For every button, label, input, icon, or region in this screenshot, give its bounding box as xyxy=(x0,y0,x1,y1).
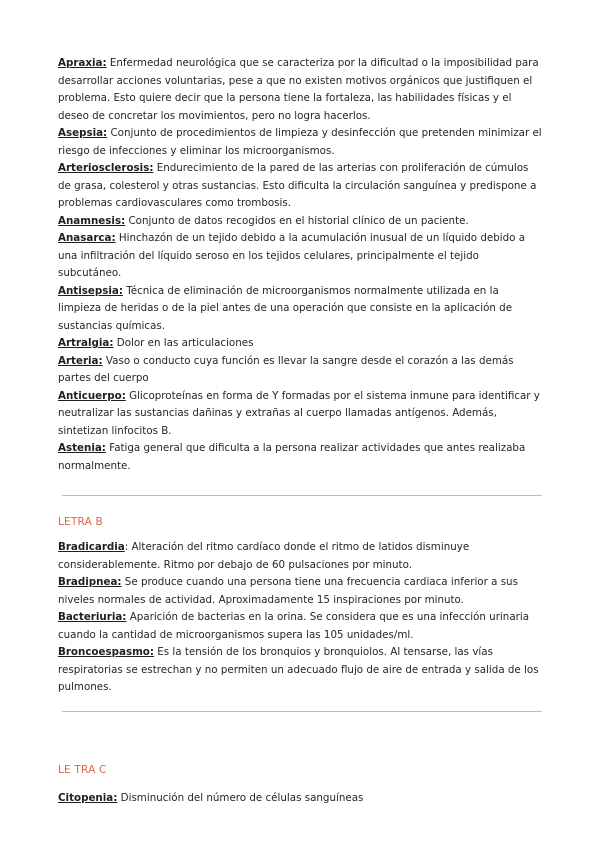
entry-broncoespasmo xyxy=(58,644,544,697)
term-anamnesis: Anamnesis: xyxy=(58,214,126,227)
term-antisepsia: Antisepsia: xyxy=(58,284,123,297)
document-page xyxy=(58,55,544,807)
entry-citopenia xyxy=(58,790,544,808)
definition-anasarca: Hinchazón de un tejido debido a la acumulación inusual de un líquido debido a una infiltración del líquido seroso en los tejidos celulares, principalmente el tejido subcutáneo. xyxy=(58,232,526,279)
definition-astenia: Fatiga general que dificulta a la persona realizar actividades que antes realizaba normalmente. xyxy=(58,442,526,472)
entry-anasarca xyxy=(58,230,544,283)
term-bradipnea: Bradipnea: xyxy=(58,576,122,588)
term-anticuerpo: Anticuerpo: xyxy=(58,389,126,402)
entry-asepsia xyxy=(58,125,544,160)
entry-arteria xyxy=(58,353,544,388)
entry-anamnesis xyxy=(58,213,544,231)
entry-bradicardia xyxy=(58,539,544,574)
definition-arteria: Vaso o conducto cuya función es llevar la sangre desde el corazón a las demás partes del cuerpo xyxy=(58,354,514,384)
definition-apraxia: Enfermedad neurológica que se caracteriza por la dificultad o la imposibilidad para desarrollar acciones voluntarias, pese a que no existen motivos orgánicos que justifiquen el problema. Esto quiere decir que la persona tiene la fortaleza, las habilidades físicas y el deseo de concretar los movimientos, pero no logra hacerlos. xyxy=(58,57,539,122)
definition-artralgia: Dolor en las articulaciones xyxy=(113,337,254,349)
entry-artralgia xyxy=(58,335,544,353)
section-heading-letra-b: LETRA B xyxy=(58,516,103,528)
entry-bacteriuria xyxy=(58,609,544,644)
term-bradicardia: Bradicardia xyxy=(58,541,125,553)
section-heading-letra-c: LE TRA C xyxy=(58,763,107,776)
definition-asepsia: Conjunto de procedimientos de limpieza y desinfección que pretenden minimizar el riesgo de infecciones y eliminar los microorganismos. xyxy=(58,127,542,157)
term-astenia: Astenia: xyxy=(58,442,106,454)
definition-anticuerpo: Glicoproteínas en forma de Y formadas por el sistema inmune para identificar y neutralizar las sustancias dañinas y extrañas al cuerpo llamadas antígenos. Además, sintetizan linfocitos B. xyxy=(58,389,540,437)
term-anasarca: Anasarca: xyxy=(58,232,116,244)
section-divider xyxy=(62,495,542,496)
term-arteria: Arteria: xyxy=(58,354,103,367)
definition-broncoespasmo: Es la tensión de los bronquios y bronquiolos. Al tensarse, las vías respiratorias se estrechan y no permiten un adecuado flujo de aire de entrada y salida de los pulmones. xyxy=(58,646,539,693)
definition-bacteriuria: Aparición de bacterias en la orina. Se considera que es una infección urinaria cuando la cantidad de microorganismos supera las 105 unidades/ml. xyxy=(58,611,530,641)
term-broncoespasmo: Broncoespasmo: xyxy=(58,646,154,658)
definition-arteriosclerosis: Endurecimiento de la pared de las arterias con proliferación de cúmulos de grasa, colesterol y otras sustancias. Esto dificulta la circulación sanguínea y predispone a problemas cardiovasculares como trombosis. xyxy=(58,162,537,209)
entry-bradipnea xyxy=(58,574,544,609)
section-divider xyxy=(62,711,542,712)
section-letra-a xyxy=(58,55,544,475)
entry-apraxia xyxy=(58,55,544,125)
definition-antisepsia: Técnica de eliminación de microorganismos normalmente utilizada en la limpieza de heridas o de la piel antes de una operación que consiste en la aplicación de sustancias químicas. xyxy=(58,284,513,332)
definition-anamnesis: Conjunto de datos recogidos en el historial clínico de un paciente. xyxy=(125,214,469,227)
term-citopenia: Citopenia: xyxy=(58,791,118,804)
entry-arteriosclerosis xyxy=(58,160,544,213)
entry-anticuerpo xyxy=(58,388,544,441)
entry-astenia xyxy=(58,440,544,475)
term-artralgia: Artralgia: xyxy=(58,337,114,349)
entry-antisepsia xyxy=(58,283,544,336)
definition-citopenia: Disminución del número de células sanguíneas xyxy=(117,791,364,804)
definition-bradipnea: Se produce cuando una persona tiene una frecuencia cardiaca inferior a sus niveles normales de actividad. Aproximadamente 15 inspiraciones por minuto. xyxy=(58,576,518,606)
term-apraxia: Apraxia: xyxy=(58,57,107,69)
section-letra-c xyxy=(58,764,544,808)
section-letra-b xyxy=(58,516,544,697)
term-asepsia: Asepsia: xyxy=(58,127,108,139)
term-arteriosclerosis: Arteriosclerosis: xyxy=(58,162,154,174)
term-bacteriuria: Bacteriuria: xyxy=(58,611,127,623)
definition-bradicardia: : Alteración del ritmo cardíaco donde el ritmo de latidos disminuye considerablemente. Ritmo por debajo de 60 pulsaciones por minuto. xyxy=(58,541,470,571)
